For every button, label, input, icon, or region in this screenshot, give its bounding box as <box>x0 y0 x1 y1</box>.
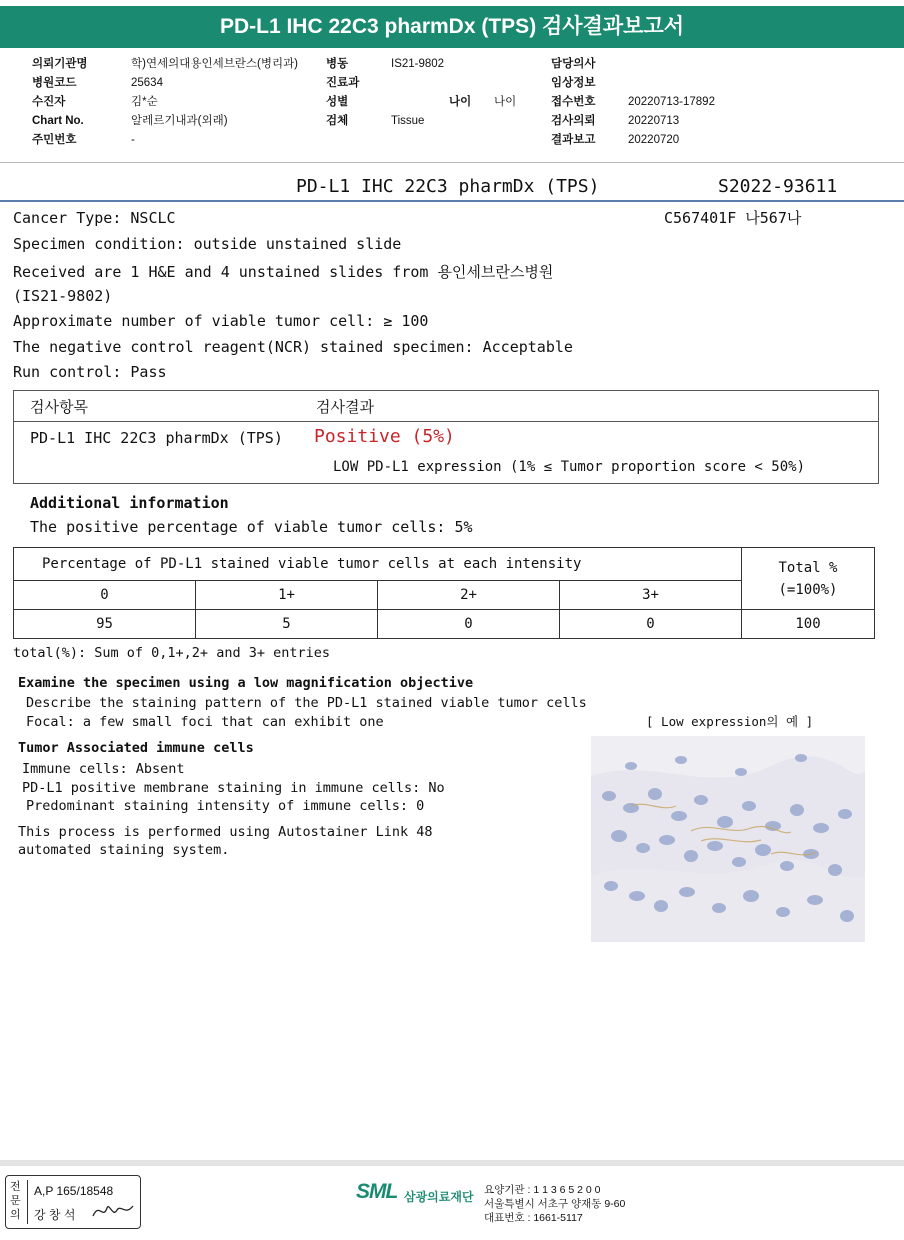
value-cell: 0 <box>378 610 560 639</box>
result-col-result: 검사결과 <box>316 398 374 416</box>
additional-text: The positive percentage of viable tumor cells: 5% <box>30 518 473 536</box>
org-code: 요양기관 : 1 1 3 6 5 2 0 0 <box>484 1184 601 1196</box>
level-cell: 0 <box>14 581 196 610</box>
examinee-label: 수진자 <box>32 96 66 108</box>
sex-label: 성별 <box>326 96 349 108</box>
request-value: 20220713 <box>628 115 680 127</box>
viable-cells-line: Approximate number of viable tumor cell: ≥ 100 <box>13 312 429 330</box>
immune-line1: Immune cells: Absent <box>22 761 185 777</box>
intensity-caption: Percentage of PD-L1 stained viable tumor cells at each intensity <box>14 548 742 581</box>
intensity-table <box>13 547 875 639</box>
clinical-value <box>628 74 715 93</box>
result-header <box>14 391 878 422</box>
ncr-line: The negative control reagent(NCR) stained specimen: Acceptable <box>13 338 573 356</box>
immune-heading: Tumor Associated immune cells <box>18 740 254 756</box>
report-number: S2022-93611 <box>718 176 838 197</box>
report-header-title: PD-L1 IHC 22C3 pharmDx (TPS) 검사결과보고서 <box>0 6 904 48</box>
result-note: LOW PD-L1 expression (1% ≤ Tumor proportion score < 50%) <box>333 459 806 475</box>
age-value: 나이 <box>494 96 517 108</box>
patient-info-col1-values <box>131 55 298 150</box>
level-cell: 3+ <box>560 581 742 610</box>
result-col-item: 검사항목 <box>30 398 88 416</box>
doctor-label: 담당의사 <box>551 58 596 70</box>
receipt-value: 20220713-17892 <box>628 96 715 108</box>
org-logo: SML <box>356 1180 398 1203</box>
examinee-value: 김*순 <box>131 96 158 108</box>
signature-icon <box>91 1200 135 1222</box>
chart-label: Chart No. <box>32 115 84 127</box>
org-address: 서울특별시 서초구 양재동 9-60 <box>484 1198 626 1210</box>
specimen-label: 검체 <box>326 115 349 127</box>
run-control-line: Run control: Pass <box>13 363 167 381</box>
tissue-image-svg <box>591 736 865 942</box>
dept-value <box>391 74 444 93</box>
footer-divider <box>0 1160 904 1166</box>
ap-number: A,P 165/18548 <box>34 1184 114 1198</box>
total-header: Total % <box>778 559 838 576</box>
patient-info-col1 <box>32 55 88 150</box>
institution-value: 학)연세의대용인세브란스(병리과) <box>131 58 299 70</box>
receipt-label: 접수번호 <box>551 96 596 108</box>
patient-info-col2-values <box>391 55 444 131</box>
age-label: 나이 <box>449 96 472 108</box>
report-title-row <box>0 172 904 202</box>
report-date-value: 20220720 <box>628 134 680 146</box>
result-box <box>13 390 879 484</box>
result-item: PD-L1 IHC 22C3 pharmDx (TPS) <box>30 429 283 447</box>
sex-value <box>391 93 444 112</box>
additional-heading: Additional information <box>30 494 229 512</box>
dept-label: 진료과 <box>326 77 360 89</box>
process-line2: automated staining system. <box>18 842 230 858</box>
image-caption: [ Low expression의 예 ] <box>646 714 814 729</box>
result-value: Positive (5%) <box>314 426 455 447</box>
clinical-label: 임상정보 <box>551 77 596 89</box>
header-divider <box>0 162 904 163</box>
total-value-cell: 100 <box>742 610 875 639</box>
report-date-label: 결과보고 <box>551 134 596 146</box>
microscopy-sample-image <box>591 736 865 942</box>
org-phone: 대표번호 : 1661-5117 <box>484 1212 583 1224</box>
examine-line2: Focal: a few small foci that can exhibit one <box>26 714 384 730</box>
specimen-condition-line: Specimen condition: outside unstained slide <box>13 235 402 253</box>
total-sub: (=100%) <box>778 581 838 598</box>
org-name: 삼광의료재단 <box>404 1190 474 1204</box>
pathologist-name: 강 창 석 <box>34 1208 76 1222</box>
report-test-title: PD-L1 IHC 22C3 pharmDx (TPS) <box>296 176 600 197</box>
institution-label: 의뢰기관명 <box>32 58 88 70</box>
patient-info-col3-values <box>628 55 715 150</box>
org-contact <box>484 1183 625 1225</box>
received-id-line: (IS21-9802) <box>13 287 113 305</box>
block-id: C567401F 나567나 <box>664 209 802 227</box>
value-cell: 0 <box>560 610 742 639</box>
process-line1: This process is performed using Autostainer Link 48 <box>18 824 433 840</box>
request-label: 검사의뢰 <box>551 115 596 127</box>
ward-label: 병동 <box>326 58 349 70</box>
immune-line2: PD-L1 positive membrane staining in immune cells: No <box>22 780 445 796</box>
pathologist-signature-box <box>5 1175 141 1229</box>
rrn-value: - <box>131 134 135 146</box>
table-footnote: total(%): Sum of 0,1+,2+ and 3+ entries <box>13 645 330 661</box>
immune-line3: Predominant staining intensity of immune cells: 0 <box>26 798 425 814</box>
level-cell: 2+ <box>378 581 560 610</box>
cancer-type-line: Cancer Type: NSCLC <box>13 209 176 227</box>
chart-value: 알레르기내과(외래) <box>131 115 228 127</box>
value-cell: 95 <box>14 610 196 639</box>
ward-value: IS21-9802 <box>391 58 445 70</box>
examine-heading: Examine the specimen using a low magnification objective <box>18 675 474 691</box>
patient-info-col3 <box>551 55 595 150</box>
total-header-cell <box>742 548 875 610</box>
hospital-code-value: 25634 <box>131 77 163 89</box>
rrn-label: 주민번호 <box>32 134 77 146</box>
specimen-value: Tissue <box>391 115 425 127</box>
examine-line1: Describe the staining pattern of the PD-L1 stained viable tumor cells <box>26 695 587 711</box>
level-cell: 1+ <box>196 581 378 610</box>
stamp-label: 전문의 <box>10 1180 28 1224</box>
received-line: Received are 1 H&E and 4 unstained slides from 용인세브란스병원 <box>13 263 554 281</box>
patient-info-col2 <box>326 55 359 131</box>
hospital-code-label: 병원코드 <box>32 77 77 89</box>
value-cell: 5 <box>196 610 378 639</box>
doctor-value <box>628 55 715 74</box>
